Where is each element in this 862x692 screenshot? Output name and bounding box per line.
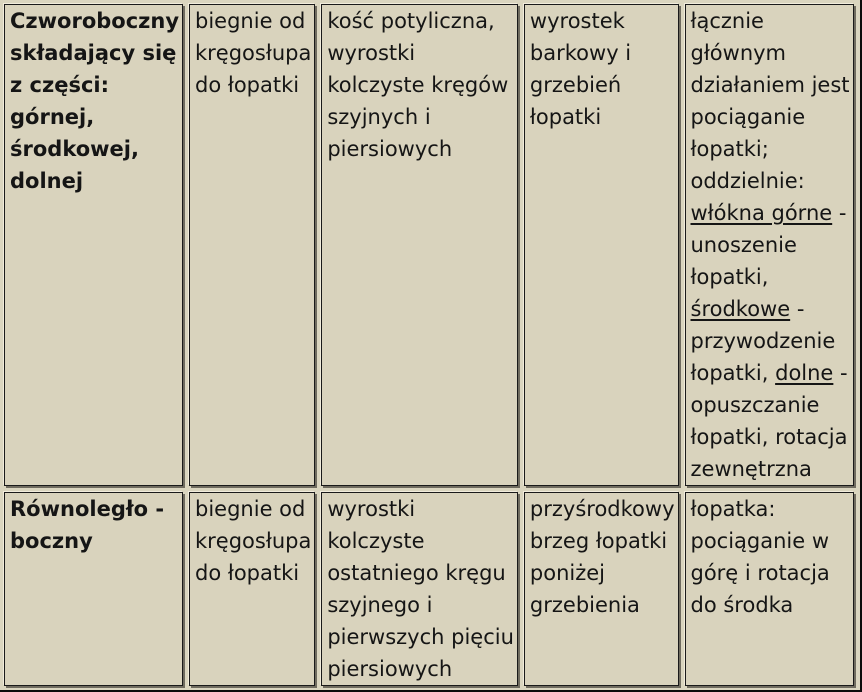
cell-line: biegnie od (195, 9, 306, 33)
cell-line: brzeg łopatki (529, 529, 668, 553)
cell-line: opuszczanie (690, 393, 820, 417)
muscle-name-cell (4, 4, 183, 486)
cell-line: unoszenie (690, 233, 797, 257)
cell-line: boczny (10, 529, 93, 553)
cell-line (691, 293, 850, 325)
cell-line: szyjnych i (327, 105, 431, 129)
cell-line: zewnętrzna (690, 457, 812, 481)
cell-line: poniżej (529, 561, 606, 585)
muscle-name-cell (4, 492, 183, 686)
cell-line: oddzielnie: (690, 169, 805, 193)
cell-line: barkowy i (529, 41, 632, 65)
function-cell (685, 4, 854, 486)
cell-line: łopatka: (690, 497, 776, 521)
cell-line: piersiowych (327, 137, 453, 161)
insertion-cell (524, 492, 679, 686)
cell-line: górę i rotacja (690, 561, 830, 585)
cell-line: składający się (10, 41, 177, 65)
cell-line: kolczyste (327, 529, 425, 553)
cell-line: kręgosłupa (195, 529, 312, 553)
dash: - (833, 361, 848, 385)
insertion-cell (524, 4, 679, 486)
cell-line: działaniem jest (690, 73, 850, 97)
cell-line: do łopatki (195, 73, 300, 97)
cell-line: przywodzenie (690, 329, 836, 353)
cell-line: pierwszych pięciu (327, 625, 514, 649)
cell-line: kolczyste kręgów (327, 73, 509, 97)
text-fragment: łopatki, (690, 361, 776, 385)
middle-fibers-term: środkowe (690, 297, 791, 321)
cell-line: środkowej, (10, 137, 139, 161)
attachment-cell (321, 4, 518, 486)
cell-line: górnej, (10, 105, 95, 129)
dash: - (790, 297, 805, 321)
dash: - (832, 201, 847, 225)
cell-line: Równoległo - (10, 497, 165, 521)
cell-line: do łopatki (195, 561, 300, 585)
lower-fibers-term: dolne (775, 361, 834, 385)
origin-cell (189, 4, 315, 486)
cell-line: łopatki (529, 105, 602, 129)
cell-line: kość potyliczna, (327, 9, 495, 33)
cell-line: biegnie od (195, 497, 306, 521)
cell-line: głównym (690, 41, 787, 65)
cell-line: pociąganie w (690, 529, 830, 553)
cell-line: do środka (690, 593, 794, 617)
cell-line: pociąganie (690, 105, 806, 129)
table-row (4, 4, 854, 486)
table-row (4, 492, 854, 686)
upper-fibers-term: włókna górne (690, 201, 833, 225)
cell-line: przyśrodkowy (529, 497, 675, 521)
origin-cell (189, 492, 315, 686)
cell-line: łopatki, rotacja (690, 425, 848, 449)
cell-line: dolnej (10, 169, 84, 193)
cell-line: wyrostki (327, 497, 416, 521)
cell-line (691, 197, 850, 229)
attachment-cell (321, 492, 518, 686)
cell-line: wyrostek (529, 9, 625, 33)
cell-line (691, 357, 850, 389)
cell-line: wyrostki (327, 41, 416, 65)
cell-line: łopatki; (690, 137, 769, 161)
cell-line: kręgosłupa (195, 41, 312, 65)
cell-line: łącznie (690, 9, 764, 33)
function-cell (685, 492, 854, 686)
cell-line: z części: (10, 73, 109, 97)
cell-line: grzebień (529, 73, 622, 97)
cell-line: ostatniego kręgu (327, 561, 506, 585)
cell-line: piersiowych (327, 657, 453, 681)
cell-line: szyjnego i (327, 593, 433, 617)
cell-line: grzebienia (529, 593, 640, 617)
cell-line: łopatki, (690, 265, 769, 289)
cell-line: Czworoboczny (10, 9, 180, 33)
